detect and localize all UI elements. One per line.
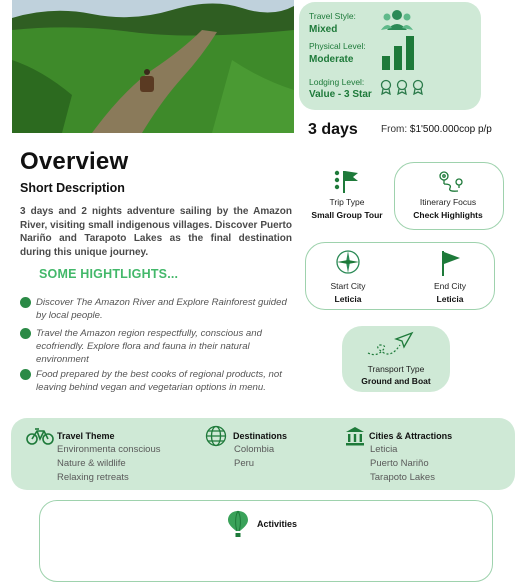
physical-level-value: Moderate [309, 54, 354, 65]
travel-style-label: Travel Style: [309, 11, 356, 21]
city-item: Tarapoto Lakes [370, 472, 435, 483]
short-description-text: 3 days and 2 nights adventure sailing by the Amazon River, visiting small indigenous villages. Discover Puerto Nariño and Tarapoto Lakes as the final destination during this unique journey. [20, 206, 292, 258]
trip-price [381, 124, 492, 135]
hot-air-balloon-icon [227, 510, 249, 543]
short-description-title: Short Description [20, 181, 125, 195]
activities-box [39, 500, 493, 582]
highlight-item: Food prepared by the best cooks of regional products, not leaving behind vegan and vegetarian options in menu. [20, 368, 295, 394]
start-city-value: Leticia [334, 294, 362, 304]
highlight-item: Discover The Amazon River and Explore Rainforest guided by local people. [20, 296, 295, 322]
highlights-title: SOME HIGHTLIGHTS... [39, 267, 179, 281]
trip-type-value: Small Group Tour [311, 210, 383, 220]
travel-theme-item: Environmenta conscious [57, 444, 161, 455]
bicycle-icon [26, 427, 54, 450]
globe-icon [205, 425, 227, 452]
trip-duration: 3 days [308, 121, 358, 138]
price-value: $1'500.000cop p/p [409, 124, 492, 135]
end-city-label: End City [433, 281, 467, 291]
city-item: Leticia [370, 444, 398, 455]
transport-type-label: Transport Type [367, 364, 425, 374]
travel-theme-item: Relaxing retreats [57, 472, 129, 483]
lodging-level-label: Lodging Level: [309, 77, 365, 87]
cities-attractions-title: Cities & Attractions [369, 431, 453, 441]
physical-level-bars-icon [381, 34, 415, 75]
activities-title: Activities [257, 519, 298, 529]
itinerary-focus-value: Check Highlights [413, 210, 483, 220]
museum-building-icon [345, 426, 365, 451]
price-prefix: From: [381, 124, 408, 135]
destination-item: Colombia [234, 444, 275, 455]
group-people-icon [380, 8, 414, 37]
route-map-icon [436, 170, 464, 199]
paper-plane-route-icon [366, 331, 414, 364]
trip-type-flag-icon [334, 169, 360, 198]
itinerary-focus-label: Itinerary Focus [419, 197, 477, 207]
lodging-medals-icon [380, 79, 426, 100]
physical-level-label: Physical Level: [309, 41, 366, 51]
compass-icon [335, 249, 361, 280]
start-city-label: Start City [330, 281, 366, 291]
destinations-title: Destinations [233, 431, 288, 441]
end-city-value: Leticia [436, 294, 464, 304]
overview-title: Overview [20, 148, 129, 175]
bullet-dot-icon [20, 369, 31, 380]
travel-theme-title: Travel Theme [57, 431, 115, 441]
city-item: Puerto Nariño [370, 458, 429, 469]
travel-style-value: Mixed [309, 24, 338, 35]
end-flag-icon [440, 250, 462, 281]
bullet-dot-icon [20, 328, 31, 339]
hero-photo-river [12, 0, 294, 133]
trip-type-label: Trip Type [329, 197, 365, 207]
transport-type-value: Ground and Boat [361, 376, 431, 386]
travel-theme-item: Nature & wildlife [57, 458, 126, 469]
bullet-dot-icon [20, 297, 31, 308]
lodging-level-value: Value - 3 Star [309, 89, 372, 100]
highlight-item: Travel the Amazon region respectfully, conscious and ecofriendly. Explore flora and fauna in their natural environment [20, 327, 295, 367]
destination-item: Peru [234, 458, 255, 469]
